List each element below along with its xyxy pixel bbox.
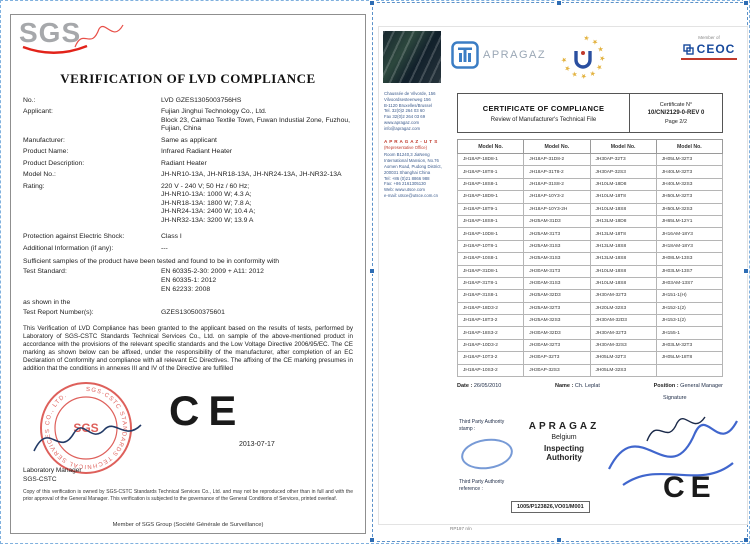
reference-label-line: reference : — [459, 485, 483, 492]
model-cell: JH30AM-32S3 — [590, 339, 656, 351]
model-cell: JH13LM-18S8 — [590, 253, 656, 265]
sgs-logo-text: SGS — [19, 17, 82, 48]
model-cell: JH18AP-18D8-1 — [458, 154, 524, 166]
models-table — [457, 139, 723, 377]
model-cell: JH30AM-31T3 — [524, 265, 590, 277]
report-label: Test Report Number(s): — [23, 308, 94, 316]
name-label: Name : — [554, 383, 574, 389]
stamp-center-text: SGS — [73, 421, 99, 435]
plant-photo — [383, 31, 441, 83]
conformity-note: Sufficient samples of the product have been tested and found to be in conformity with — [23, 258, 280, 266]
model-cell: JH30AP-32T3 — [590, 154, 656, 166]
field-value — [161, 160, 355, 168]
model-cell: JH18AP-10S8-1 — [458, 253, 524, 265]
field-value-line: Fujian, China — [161, 125, 202, 133]
meta-row — [457, 383, 723, 389]
reference-value: 1005/P123826,VO01/M001 — [511, 501, 590, 513]
model-cell: JH10LM-18D8 — [590, 178, 656, 190]
field-row — [23, 233, 355, 241]
model-cell: JH18AP-10T3-2 — [458, 352, 524, 364]
model-cell — [656, 364, 722, 376]
signer-title: Laboratory Manager — [23, 467, 82, 474]
model-cell: JH18AP-18S8-1 — [458, 178, 524, 190]
model-cell: JH18AP-10D3-2 — [458, 339, 524, 351]
hq-address-line: Vilvoordsesteenweg 156 — [384, 96, 431, 102]
uts-address-line: Fax: +86 2161305130 — [384, 181, 426, 187]
issue-date: 2013-07-17 — [239, 441, 275, 448]
test-standard-line: EN 60335-1: 2012 — [161, 277, 217, 285]
hq-address-line: www.apragaz.com — [384, 119, 420, 125]
column-header: Model No. — [590, 140, 656, 154]
name-field — [555, 383, 600, 389]
model-cell: JH10LM-18S8 — [590, 277, 656, 289]
test-standard-line: EN 62233: 2008 — [161, 285, 211, 293]
stamp-ring-text: SGS-CSTC STANDARDS TECHNICAL SERVICES CO., LTD. — [44, 386, 128, 470]
report-row — [23, 309, 353, 318]
table-row — [458, 240, 723, 252]
model-cell: JH18AP-31T8-2 — [524, 166, 590, 178]
table-row — [458, 253, 723, 265]
model-cell: JH18AP-10T8-1 — [458, 240, 524, 252]
page-indicator: Page 2/2 — [664, 118, 688, 125]
hq-address-line: B-1120 Bruxelles/Brussel — [384, 102, 432, 108]
model-cell: JH18AP-31S8-1 — [458, 290, 524, 302]
model-cell: JH30AM-32T3 — [524, 339, 590, 351]
model-cell: JH30AM-32D3 — [524, 327, 590, 339]
field-row — [23, 97, 355, 105]
field-value-line: JH-NR24-13A: 2400 W; 10.4 A; — [161, 208, 256, 216]
field-value — [161, 245, 355, 253]
model-cell: JH05LM-18T8 — [656, 352, 722, 364]
field-row — [23, 137, 355, 145]
model-cell: JH13LM-18S8 — [590, 240, 656, 252]
certificate-of-compliance-title: CERTIFICATE OF COMPLIANCE — [482, 103, 605, 113]
certificate-subtitle: Review of Manufacturer's Technical File — [490, 116, 597, 123]
uts-heading: A P R A G A Z - U T S — [384, 138, 438, 144]
table-row — [458, 327, 723, 339]
table-row — [458, 290, 723, 302]
model-cell: JH03LM-13S7 — [656, 265, 722, 277]
field-value-line: JH-NR10-13A, JH-NR18-13A, JH-NR24-13A, JH-NR32-13A — [161, 171, 342, 179]
model-cell: JH18AP-18S3-2 — [458, 327, 524, 339]
table-header-row — [458, 140, 723, 154]
hq-address-line: Tel. 32(0)2 264 03 60 — [384, 108, 425, 114]
field-row — [23, 183, 355, 225]
ceoc-member-of-label: Member of — [698, 35, 720, 40]
selection-handle[interactable] — [369, 537, 375, 543]
model-cell: JH25AM-31S3 — [524, 240, 590, 252]
model-cell: JH25AM-32T3 — [524, 302, 590, 314]
field-value-line: JH-NR32-13A: 3200 W; 13.9 A — [161, 216, 254, 224]
model-cell: JH30AP-32T3 — [524, 352, 590, 364]
date-label: Date : — [457, 383, 473, 389]
red-scribble-mark-icon — [69, 17, 129, 57]
certificate-number: 10/CN/2129-0-REV 0 — [647, 110, 705, 116]
certificate-number-label: Certificate N° — [659, 101, 693, 108]
field-row — [23, 160, 355, 168]
field-label: Applicant: — [23, 108, 53, 116]
table-row — [458, 203, 723, 215]
selection-handle[interactable] — [743, 0, 749, 6]
field-value-line: LVD GZES1305003756HS — [161, 97, 242, 104]
table-row — [458, 215, 723, 227]
ceoc-logo — [681, 35, 737, 60]
uts-address-line: Aomen Road, Pudong District, — [384, 164, 442, 170]
selection-handle[interactable] — [556, 0, 562, 6]
table-row — [458, 191, 723, 203]
uts-address-line: 200031 Shanghai China — [384, 169, 431, 175]
ce-mark: CE — [169, 387, 246, 434]
apragaz-logo-text: APRAGAZ — [483, 49, 547, 61]
field-value — [161, 183, 355, 225]
uts-address-line: e-mail: utsce@utsce.com.cn — [384, 193, 439, 199]
field-label: Rating: — [23, 182, 45, 190]
model-cell: JH08LM-13S3 — [656, 253, 722, 265]
name-value: Ch. Leplat — [574, 383, 600, 389]
field-row — [23, 171, 355, 179]
position-label: Position : — [653, 383, 679, 389]
model-cell: JH18AP-18D9-1 — [458, 191, 524, 203]
model-cell: JH25AM-32S3 — [524, 315, 590, 327]
report-number: GZES130500375601 — [161, 308, 225, 316]
table-row — [458, 302, 723, 314]
field-value — [161, 137, 355, 145]
third-party-reference-label — [459, 479, 504, 493]
model-cell: JH25AM-31T3 — [524, 228, 590, 240]
signature-label: Signature — [663, 395, 687, 401]
model-cell: JH18AP-10D8-1 — [458, 228, 524, 240]
test-standard-row — [23, 268, 353, 294]
column-header: Model No. — [524, 140, 590, 154]
reference-label-line: Third Party Authority — [459, 479, 505, 485]
test-standard-label: Test Standard: — [23, 268, 67, 276]
model-cell: JH18AP-10Y3-2H — [524, 203, 590, 215]
model-cell: JH13LM-18D8 — [590, 215, 656, 227]
date-value: 26/05/2010 — [473, 383, 502, 389]
table-row — [458, 277, 723, 289]
model-cell: JH18AP-18T3-2 — [458, 315, 524, 327]
footer-legal-text: Copy of this verification is owned by SGS-CSTC Standards Technical Services Co., Ltd. and may not be reproduced other than in full and with the prior approval of the General Manager. This verification is subjected to the governance of the General Conditions of Services, printed overleaf. — [23, 489, 353, 502]
contact-sidebar — [384, 91, 454, 199]
field-value-line: Same as applicant — [161, 136, 217, 144]
table-row — [458, 265, 723, 277]
field-value-line: Block 23, Caimao Textile Town, Fuwan Industial Zone, Fuzhou, — [161, 116, 351, 124]
field-value-line: Class I — [161, 233, 182, 241]
model-cell: JH10LM-18T8 — [590, 191, 656, 203]
hq-address-line: Chaussée de Vilvorde, 156 — [384, 91, 436, 96]
table-row — [458, 228, 723, 240]
field-label: Product Description: — [23, 159, 85, 167]
sgs-certificate — [10, 14, 366, 534]
field-value-line: JH-NR10-13A: 1000 W; 4.3 A; — [161, 191, 252, 199]
model-cell: JH18AP-10S3-2 — [458, 364, 524, 376]
certificate-title: VERIFICATION OF LVD COMPLIANCE — [60, 71, 316, 86]
model-cell: JH25AM-32D3 — [524, 290, 590, 302]
field-value — [161, 171, 355, 179]
field-value — [161, 108, 355, 133]
table-row — [458, 315, 723, 327]
document-ref-code: RP197 n/n — [450, 526, 472, 531]
selection-handle[interactable] — [369, 0, 375, 6]
selection-handle[interactable] — [743, 268, 749, 274]
stamp-label-line: Third Party Authority — [459, 419, 505, 425]
certificate-header-box — [457, 93, 723, 133]
model-cell: JH155-1 — [656, 327, 722, 339]
model-cell: JH05LM-32T3 — [656, 154, 722, 166]
selection-handle[interactable] — [743, 537, 749, 543]
field-label: Product Name: — [23, 148, 69, 156]
field-label: Protection against Electric Shock: — [23, 233, 125, 241]
model-cell: JH05LM-32T3 — [590, 352, 656, 364]
ceoc-name: CEOC — [696, 42, 736, 56]
model-cell: JH40LM-32T3 — [656, 166, 722, 178]
hq-address-line: info@apragaz.com — [384, 125, 421, 131]
legal-text: This Verification of LVD Compliance has been granted to the applicant based on the results of tests, performed by Laboratory of SGS-CSTC Standards Technical Services Co., Ltd. on sample of the above-mentioned product in accordance with the provisions of the relevant specific standards and the Low Voltage Directive 2006/95/EC. The CE marking as shown below can be affixed, under the responsibility of the manufacturer, after completion of an EC Declaration of Conformity and compliance with all relevant EC Directives. The affixing of the CE marking presumes in addition that the conditions in annexes III and IV of the Directive are fulfilled — [23, 324, 353, 373]
stamp-label-line: stamp : — [459, 425, 476, 432]
table-row — [458, 154, 723, 166]
field-label: Additional Information (if any): — [23, 244, 114, 252]
uts-address-line: Room B1240,3 JiaNeng — [384, 152, 430, 158]
signer-org: SGS-CSTC — [23, 476, 57, 483]
member-line: Member of SGS Group (Société Générale de Surveillance) — [112, 522, 264, 528]
apragaz-certificate — [378, 26, 748, 525]
model-cell: JH30AM-31S3 — [524, 277, 590, 289]
field-value-line: Fujian Jinghui Technology Co., Ltd. — [161, 108, 267, 116]
third-party-stamp-label — [459, 419, 504, 433]
field-value-line: Radiant Heater — [161, 159, 207, 167]
model-cell: JH18AP-31T8-1 — [458, 277, 524, 289]
model-cell: JH10LM-18S8 — [590, 265, 656, 277]
model-cell: JH151-1(H) — [656, 290, 722, 302]
field-value — [161, 97, 355, 105]
field-label: No.: — [23, 97, 36, 104]
model-cell: JH153-1(2) — [656, 315, 722, 327]
field-value-line: 220 V - 240 V; 50 Hz / 60 Hz; — [161, 182, 250, 190]
field-value-line: --- — [161, 244, 168, 252]
svg-text:★ ★ ★ ★ ★ ★ ★ ★ ★ ★: ★ ★ ★ ★ ★ ★ ★ ★ ★ ★ — [560, 34, 606, 80]
ceoc-emblem-icon — [683, 44, 694, 55]
uts-address-line: Web: www.utsce.com — [384, 187, 425, 193]
model-cell: JH40LM-32S3 — [656, 178, 722, 190]
model-cell: JH30AM-32T3 — [590, 290, 656, 302]
field-row — [23, 148, 355, 156]
model-cell: JH18AP-18T8-1 — [458, 166, 524, 178]
column-header: Model No. — [656, 140, 722, 154]
field-label: Model No.: — [23, 171, 56, 179]
table-row — [458, 352, 723, 364]
test-standard-line: EN 60335-2-30: 2009 + A11: 2012 — [161, 268, 264, 276]
model-cell: JH20LM-32S3 — [590, 302, 656, 314]
selection-handle[interactable] — [369, 268, 375, 274]
model-cell: JH30AM-32D3 — [590, 315, 656, 327]
uts-address-line: Tel: +86 (0)21 8866 988 — [384, 175, 430, 181]
test-standard-value — [161, 268, 353, 294]
field-row — [23, 245, 355, 253]
model-cell: JH18AP-31D8-1 — [458, 265, 524, 277]
uts-address — [384, 152, 454, 198]
hq-address-line: Fax 32(0)2 264 03 69 — [384, 114, 426, 120]
field-value — [161, 233, 355, 241]
field-value-line: Infrared Radiant Heater — [161, 148, 233, 156]
table-row — [458, 178, 723, 190]
model-cell: JH30AP-32S3 — [590, 166, 656, 178]
ceoc-red-rule — [681, 58, 737, 60]
model-cell: JH30AM-32T3 — [590, 327, 656, 339]
model-cell: JH03LM-32T3 — [656, 339, 722, 351]
authority-line: Inspecting — [543, 444, 584, 453]
table-row — [458, 364, 723, 376]
as-shown-note: as shown in the — [23, 298, 71, 306]
hq-address — [384, 91, 454, 132]
model-cell: JH18AP-10Y3-2 — [524, 191, 590, 203]
field-row — [23, 108, 355, 133]
model-cell: JH05LM-32S3 — [590, 364, 656, 376]
model-cell: JH50LM-32T3 — [656, 191, 722, 203]
model-cell: JH65LM-12Y1 — [656, 215, 722, 227]
model-cell: JH25AM-31S3 — [524, 253, 590, 265]
model-cell: JH18AP-31D8-2 — [524, 154, 590, 166]
model-cell: JH18AP-31S8-2 — [524, 178, 590, 190]
model-cell: JH16AM-18Y3 — [656, 228, 722, 240]
model-cell: JH10LM-18S8 — [590, 203, 656, 215]
star-circle-emblem-icon — [559, 33, 607, 81]
model-cell: JH18AP-18S9-1 — [458, 215, 524, 227]
authority-line: APRAGAZ — [528, 421, 600, 432]
model-cell: JH18AP-18T9-1 — [458, 203, 524, 215]
uts-address-line: International Mansion, No.76 — [384, 158, 439, 164]
authority-line: Authority — [546, 453, 582, 462]
model-cell: JH13LM-18T8 — [590, 228, 656, 240]
apragaz-logo-icon — [451, 41, 479, 69]
model-cell: JH152-1(2) — [656, 302, 722, 314]
column-header: Model No. — [458, 140, 524, 154]
model-cell: JH03AM-13S7 — [656, 277, 722, 289]
model-cell: JH30AP-32S3 — [524, 364, 590, 376]
table-row — [458, 166, 723, 178]
model-cell: JH18AP-18D3-2 — [458, 302, 524, 314]
position-value: General Manager — [680, 383, 723, 389]
uts-subheading: (Representative Office) — [384, 144, 427, 150]
model-cell: JH25AM-31D3 — [524, 215, 590, 227]
model-cell: JH18AM-18Y3 — [656, 240, 722, 252]
field-value-line: JH-NR18-13A: 1800 W; 7.8 A; — [161, 199, 252, 207]
table-row — [458, 339, 723, 351]
field-value — [161, 148, 355, 156]
model-cell: JH50LM-32S3 — [656, 203, 722, 215]
authority-line: Belgium — [551, 434, 577, 441]
field-label: Manufacturer: — [23, 136, 65, 144]
ce-mark: CE — [663, 471, 717, 504]
selection-handle[interactable] — [556, 537, 562, 543]
signature-stroke — [29, 413, 149, 463]
fields-section — [23, 97, 355, 253]
position-field — [654, 383, 723, 389]
date-field — [457, 383, 501, 389]
